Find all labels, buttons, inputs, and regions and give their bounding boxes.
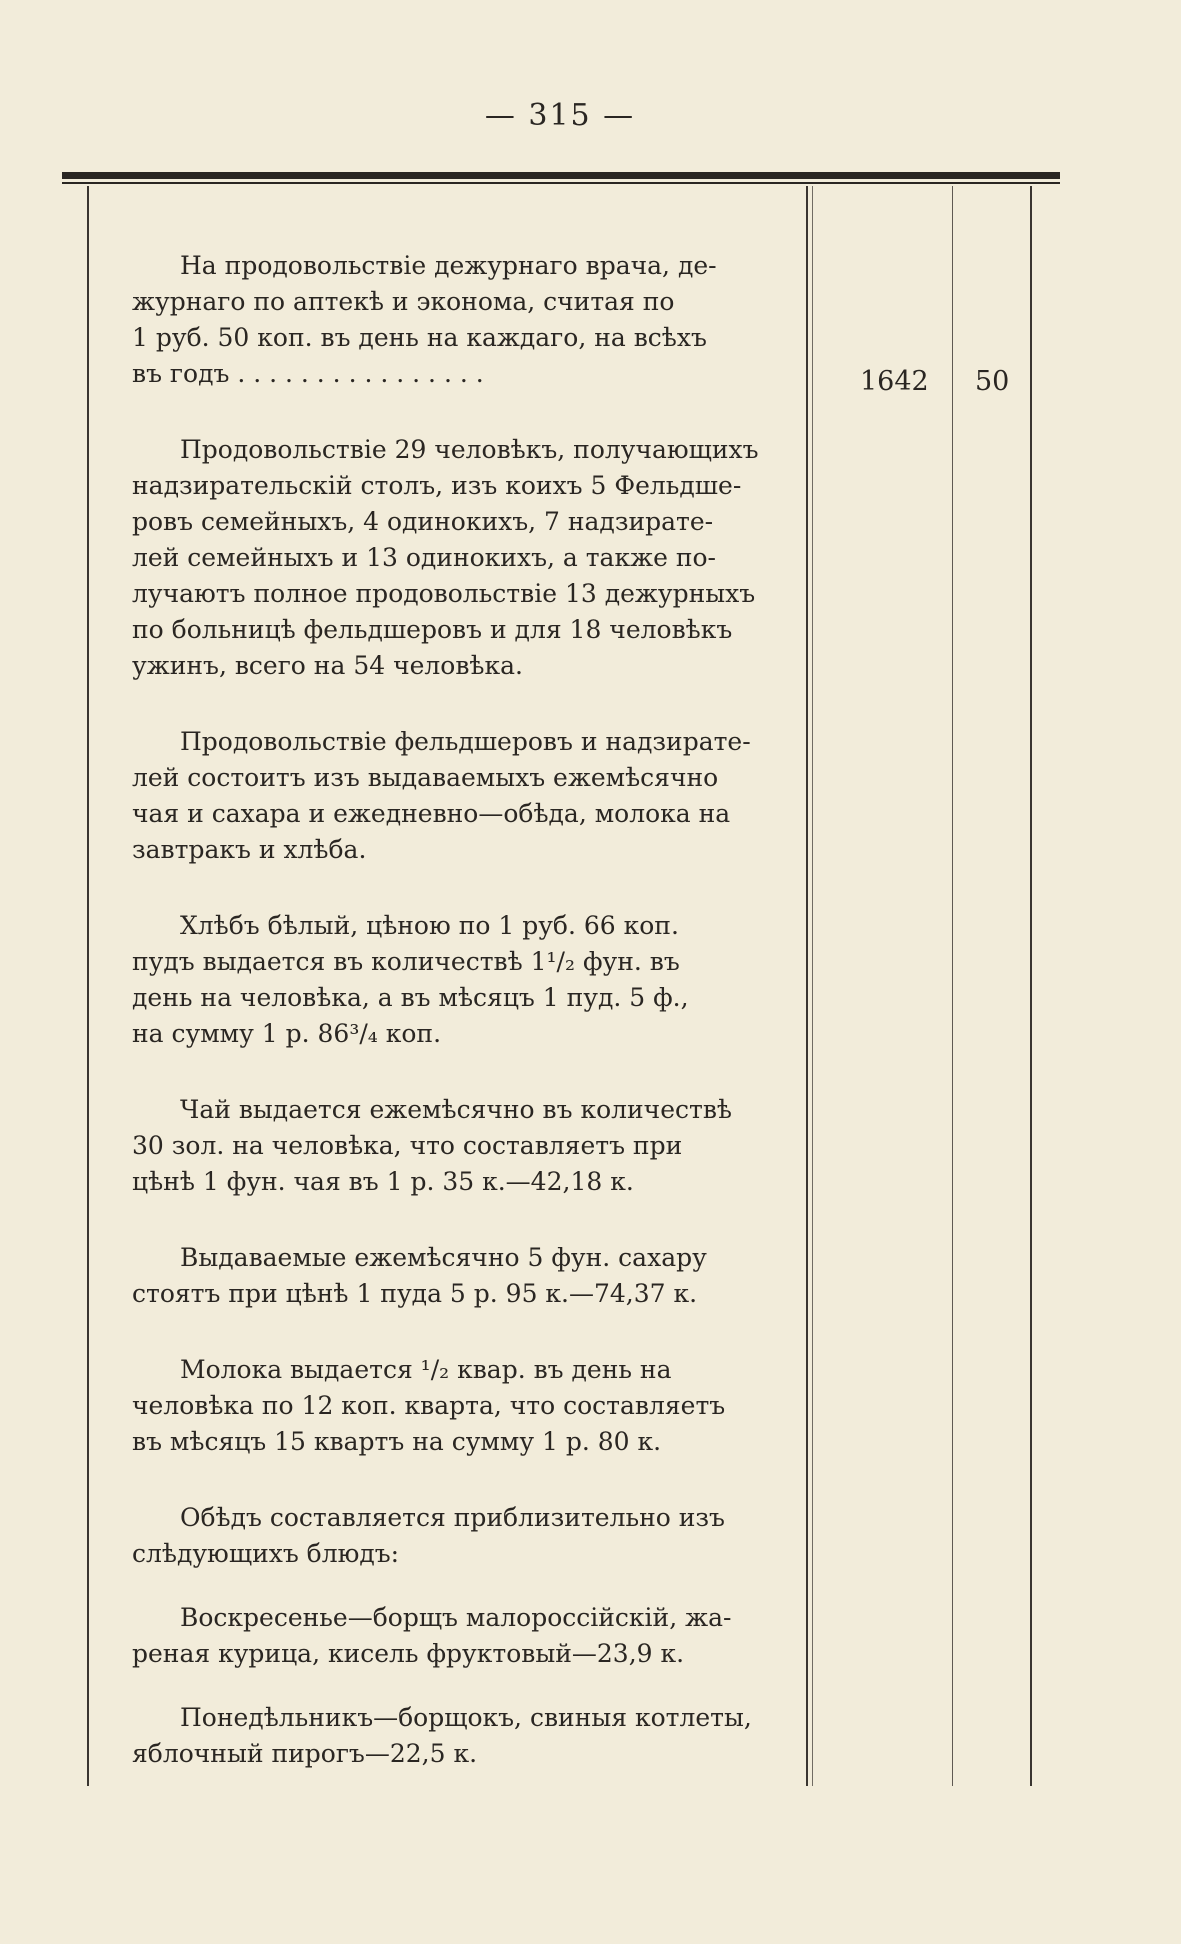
paragraph-sugar: Выдаваемые ежемѣсячно 5 фун. сахару стоятъ при цѣнѣ 1 пуда 5 р. 95 к.—74,37 к. (132, 1243, 707, 1308)
paragraph-provision-composition: Продовольствіе фельдшеровъ и надзирате- лей состоитъ изъ выдаваемыхъ ежемѣсячно чая и сахара и ежедневно—обѣда, молока на завтракъ и хлѣба. (132, 727, 751, 864)
table-right-border (1030, 186, 1032, 1786)
page-number: — 315 — (484, 98, 636, 133)
amount-kopecks: 50 (975, 366, 1010, 397)
paragraph-monday-menu: Понедѣльникъ—борщокъ, свиныя котлеты, яблочный пирогъ—22,5 к. (132, 1703, 752, 1768)
amount-rubles: 1642 (860, 366, 929, 397)
paragraph-supervisors-meals: Продовольствіе 29 человѣкъ, получающихъ надзирательскій столъ, изъ коихъ 5 Фельдше- ровъ семейныхъ, 4 одинокихъ, 7 надзирате- лей семейныхъ и 13 одинокихъ, а также по- лучаютъ полное продовольствіе 13 дежурныхъ по больницѣ фельдшеровъ и для 18 человѣкъ ужинъ, всего на 54 человѣка. (132, 435, 759, 680)
text-column (132, 248, 794, 1800)
paragraph-sunday-menu: Воскресенье—борщъ малороссійскій, жа- реная курица, кисель фруктовый—23,9 к. (132, 1603, 732, 1668)
rub-column-border (952, 186, 953, 1786)
header-rule-thin (62, 182, 1060, 184)
text-column-border (806, 186, 808, 1786)
paragraph-bread: Хлѣбъ бѣлый, цѣною по 1 руб. 66 коп. пудъ выдается въ количествѣ 1¹/₂ фун. въ день на человѣка, а въ мѣсяцъ 1 пуд. 5 ф., на сумму 1 р. 86³/₄ коп. (132, 911, 689, 1048)
paragraph-tea: Чай выдается ежемѣсячно въ количествѣ 30 зол. на человѣка, что составляетъ при цѣнѣ 1 фун. чая въ 1 р. 35 к.—42,18 к. (132, 1095, 732, 1196)
table-left-border (87, 186, 89, 1786)
text-column-border-inner (812, 186, 813, 1786)
paragraph-milk: Молока выдается ¹/₂ квар. въ день на человѣка по 12 коп. кварта, что составляетъ въ мѣсяцъ 15 квартъ на сумму 1 р. 80 к. (132, 1355, 726, 1456)
header-rule (62, 172, 1060, 179)
paragraph-dinner-intro: Обѣдъ составляется приблизительно изъ слѣдующихъ блюдъ: (132, 1503, 725, 1568)
paragraph-staff-meals: На продовольствіе дежурнаго врача, де- журнаго по аптекѣ и эконома, считая по 1 руб. 50 коп. въ день на каждаго, на всѣхъ въ годъ . . . . . . . . . . . . . . . . (132, 251, 717, 388)
